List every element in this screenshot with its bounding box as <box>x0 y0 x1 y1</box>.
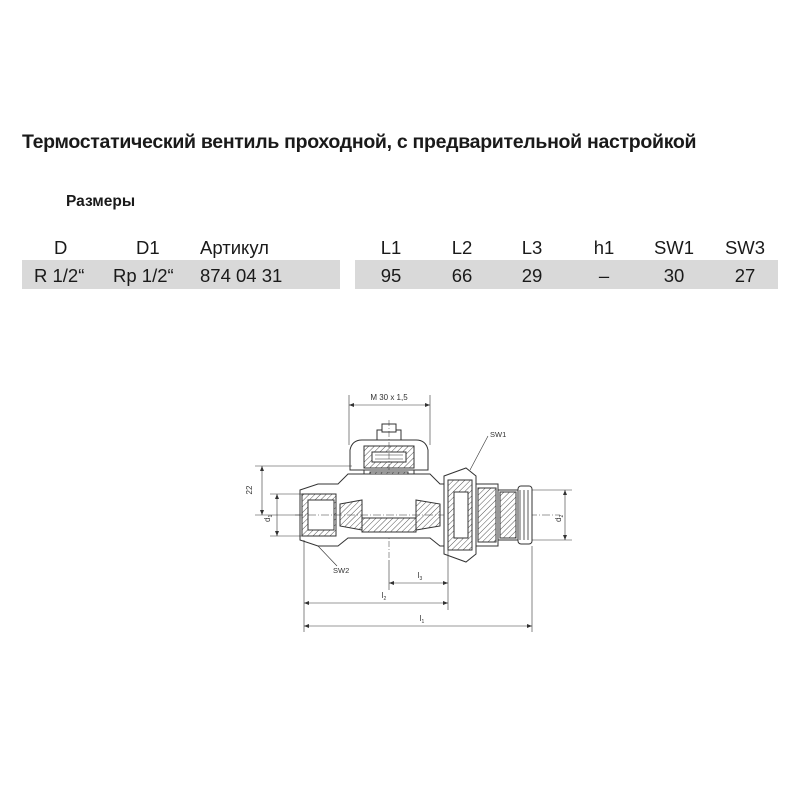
table-row-band-right <box>355 260 778 289</box>
header-l3: L3 <box>521 237 543 258</box>
l3-label: l <box>417 571 420 580</box>
svg-text:l3 <box>418 571 423 582</box>
header-sw1: SW1 <box>653 237 695 258</box>
svg-text:l1 <box>420 614 425 625</box>
union-tailpiece <box>444 468 532 562</box>
cell-d1: Rp 1/2“ <box>113 265 174 286</box>
cell-l2: 66 <box>451 265 473 286</box>
l2-label: l <box>381 591 384 600</box>
header-d1: D1 <box>136 237 160 258</box>
header-article: Артикул <box>200 237 269 258</box>
thread-label: M 30 x 1,5 <box>370 393 408 402</box>
sw2-label: SW2 <box>333 566 350 575</box>
cell-article: 874 04 31 <box>200 265 283 286</box>
section-subtitle: Размеры <box>66 193 136 210</box>
d1-label: d <box>263 517 272 522</box>
header-sw3: SW3 <box>724 237 766 258</box>
cell-l1: 95 <box>380 265 402 286</box>
cell-d: R 1/2“ <box>34 265 85 286</box>
svg-text:d2 <box>554 515 565 522</box>
l3-subscript: 3 <box>419 576 423 582</box>
page-title: Термостатический вентиль проходной, с предварительной настройкой <box>22 131 697 153</box>
d1-subscript: 1 <box>268 514 274 518</box>
length-dimensions <box>304 540 532 632</box>
d2-subscript: 2 <box>559 514 565 518</box>
cell-sw1: 30 <box>663 265 685 286</box>
header-l1: L1 <box>380 237 402 258</box>
header-h1: h1 <box>593 237 615 258</box>
dim-22: 22 <box>245 485 254 495</box>
cell-h1: – <box>598 265 610 286</box>
sw1-label: SW1 <box>490 430 507 439</box>
cell-sw3: 27 <box>734 265 756 286</box>
valve-technical-drawing <box>230 380 580 640</box>
l1-subscript: 1 <box>421 619 425 625</box>
svg-text:d1 <box>263 515 274 522</box>
header-d: D <box>54 237 68 258</box>
header-l2: L2 <box>451 237 473 258</box>
d2-label: d <box>554 517 563 522</box>
l1-label: l <box>419 614 422 623</box>
cell-l3: 29 <box>521 265 543 286</box>
svg-text:l2 <box>382 591 387 602</box>
l2-subscript: 2 <box>383 596 387 602</box>
